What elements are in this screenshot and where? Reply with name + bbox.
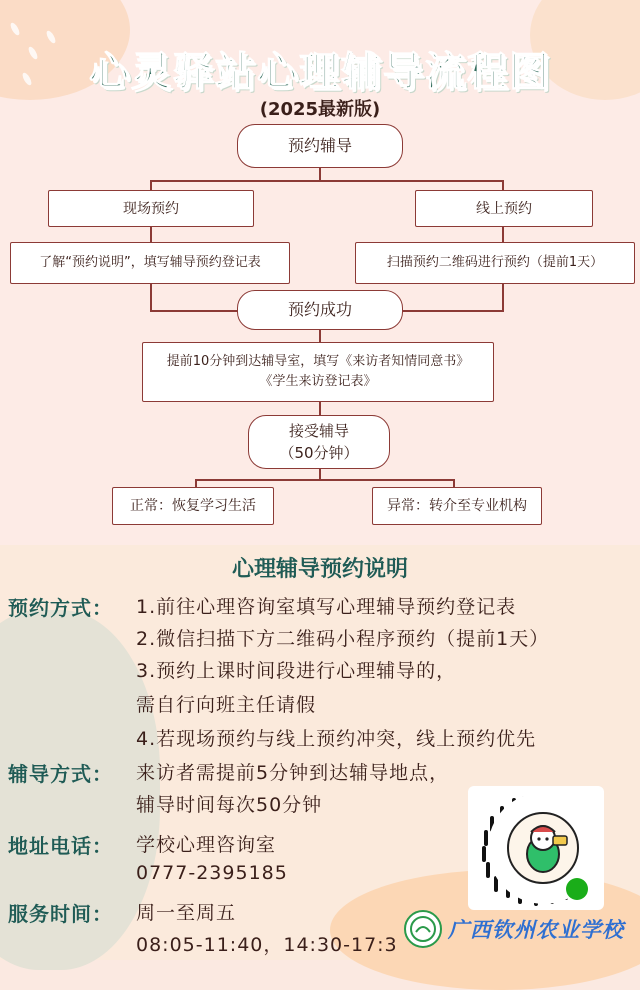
school-logo-icon (404, 910, 442, 948)
booking-item-3b: 需自行向班主任请假 (136, 694, 317, 716)
connector (150, 284, 152, 311)
page-title: 心灵驿站心理辅导流程图 (89, 49, 551, 95)
phone-text: 0777-2395185 (136, 862, 288, 884)
online-step-node: 扫描预约二维码进行预约（提前1天） (355, 242, 635, 284)
booking-item-4: 4.若现场预约与线上预约冲突，线上预约优先 (136, 728, 537, 750)
service-hours-label: 服务时间： (8, 902, 113, 926)
onsite-step-node: 了解“预约说明”，填写辅导预约登记表 (10, 242, 290, 284)
address-text: 学校心理咨询室 (136, 834, 277, 856)
connector (400, 310, 504, 312)
abnormal-outcome-node: 异常：转介至专业机构 (372, 487, 542, 525)
mascot-icon (507, 812, 579, 884)
connector (319, 328, 321, 343)
arrival-line-2: 《学生来访登记表》 (259, 374, 377, 389)
method-item-1: 来访者需提前5分钟到达辅导地点， (136, 762, 450, 784)
service-hours-text: 08:05-11:40，14:30-17:3 (136, 934, 398, 956)
page-subtitle: (2025最新版) (259, 99, 381, 120)
connector (150, 180, 504, 182)
booking-method-label: 预约方式： (8, 596, 113, 620)
connector (502, 225, 504, 243)
connector (502, 284, 504, 311)
booking-item-3a: 3.预约上课时间段进行心理辅导的， (136, 660, 457, 682)
method-item-2: 辅导时间每次50分钟 (136, 794, 323, 816)
booking-success-node (237, 290, 403, 330)
booking-success-label: 预约成功 (287, 300, 352, 319)
school-name: 广西钦州农业学校 (448, 918, 624, 942)
onsite-booking-node: 现场预约 (48, 190, 254, 227)
start-node: 预约辅导 (237, 124, 403, 168)
wechat-miniprogram-badge-icon (566, 878, 588, 900)
accept-line-2: （50分钟） (279, 444, 359, 462)
connector (319, 166, 321, 181)
booking-item-2: 2.微信扫描下方二维码小程序预约（提前1天） (136, 628, 550, 650)
connector (195, 479, 455, 481)
connector (150, 225, 152, 243)
arrival-node (142, 342, 494, 402)
address-phone-label: 地址电话： (8, 834, 113, 858)
arrival-line-1: 提前10分钟到达辅导室，填写《来访者知情同意书》 (166, 354, 470, 369)
booking-item-1: 1.前往心理咨询室填写心理辅导预约登记表 (136, 596, 517, 618)
accept-line-1: 接受辅导 (288, 422, 349, 440)
online-booking-node: 线上预约 (415, 190, 593, 227)
normal-outcome-node: 正常：恢复学习生活 (112, 487, 274, 525)
accept-counseling-node (248, 415, 390, 469)
service-days-text: 周一至周五 (136, 902, 237, 924)
connector (150, 310, 238, 312)
counseling-method-label: 辅导方式： (8, 762, 113, 786)
instructions-title: 心理辅导预约说明 (231, 557, 408, 582)
